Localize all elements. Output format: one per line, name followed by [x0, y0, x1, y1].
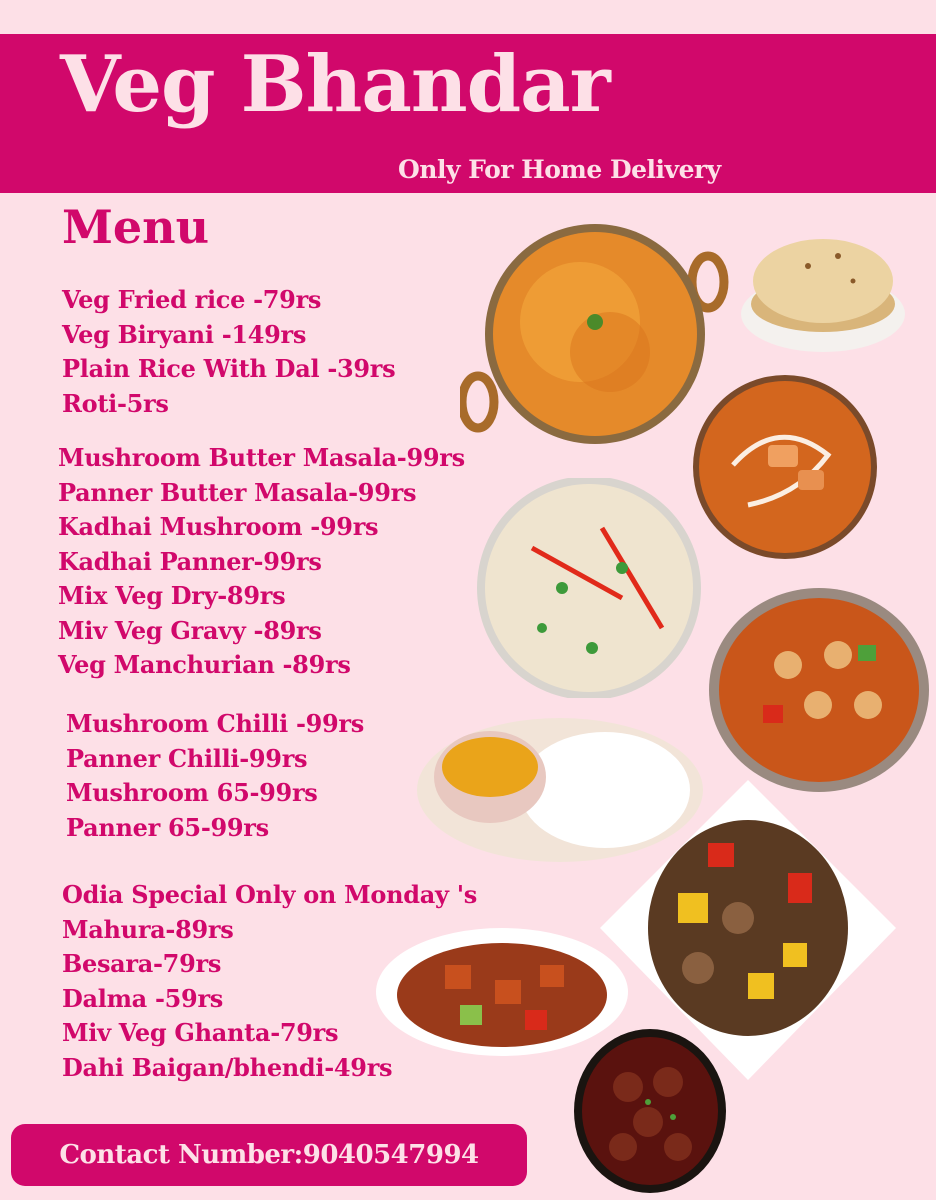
special-heading: Odia Special Only on Monday 's [62, 880, 477, 909]
contact-number-label: Contact Number:9040547994 [59, 1140, 479, 1170]
restaurant-title: Veg Bhandar [60, 39, 610, 130]
menu-item: Dalma -59rs [62, 983, 223, 1013]
menu-item: Kadhai Panner-99rs [58, 546, 322, 576]
contact-number-badge[interactable] [11, 1124, 527, 1186]
menu-item: Roti-5rs [62, 388, 169, 418]
menu-item: Kadhai Mushroom -99rs [58, 512, 379, 541]
kadhai-mushroom-photo [708, 585, 930, 795]
menu-section-rice [62, 283, 395, 421]
menu-item: Panner 65-99rs [66, 812, 269, 842]
menu-item: Veg Fried rice -79rs [62, 285, 322, 314]
menu-item: Veg Biryani -149rs [62, 319, 307, 349]
menu-item: Mushroom Chilli -99rs [66, 709, 364, 738]
menu-item: Mix Veg Dry-89rs [58, 581, 286, 610]
menu-item: Mahura-89rs [62, 914, 234, 944]
menu-item: Dahi Baigan/bhendi-49rs [62, 1052, 393, 1082]
menu-section-curries [58, 441, 465, 683]
roti-stack-photo [738, 226, 908, 356]
menu-item: Panner Chilli-99rs [66, 743, 308, 773]
menu-item: Mushroom Butter Masala-99rs [58, 443, 465, 472]
menu-item: Besara-79rs [62, 949, 222, 978]
menu-item: Panner Butter Masala-99rs [58, 477, 417, 507]
delivery-tagline: Only For Home Delivery [398, 155, 721, 184]
veg-fried-rice-bowl-photo [472, 478, 707, 698]
veg-manchurian-bowl-photo [573, 1027, 728, 1195]
menu-section-chinese [66, 707, 364, 845]
menu-item: Miv Veg Ghanta-79rs [62, 1018, 339, 1047]
menu-heading: Menu [62, 200, 210, 254]
menu-item: Veg Manchurian -89rs [58, 650, 351, 679]
menu-item: Plain Rice With Dal -39rs [62, 354, 396, 383]
menu-item: Miv Veg Gravy -89rs [58, 615, 322, 645]
menu-item: Mushroom 65-99rs [66, 778, 318, 807]
paneer-butter-masala-photo [688, 375, 883, 560]
